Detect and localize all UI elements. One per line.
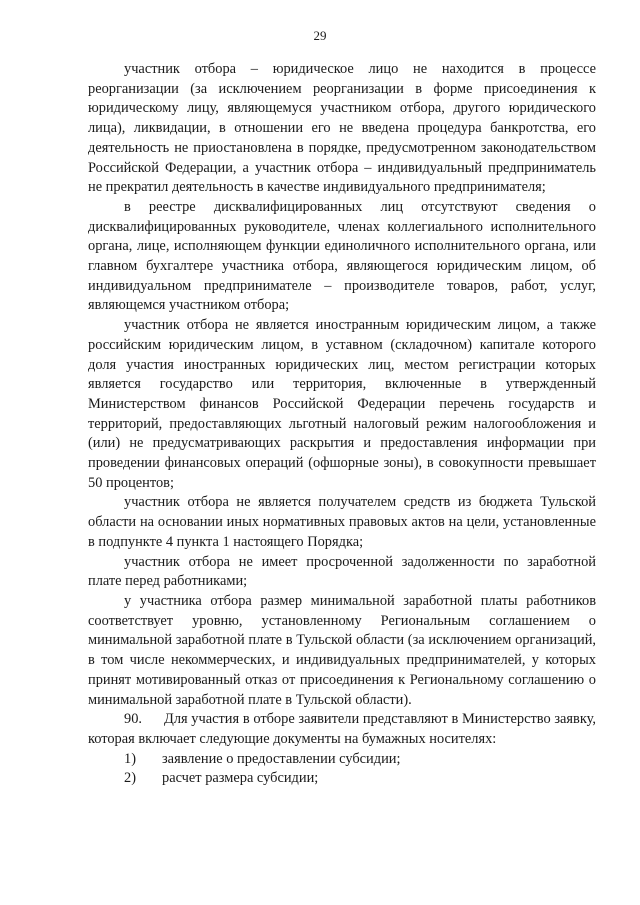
paragraph: участник отбора – юридическое лицо не находится в процессе реорганизации (за исключением реорганизации в форме присоединения к юридическому лицу, являющемуся участником отбора, другого юридического лица), ликвидации, в отношении его не введена процедура банкротства, его деятельность не приостановлена в порядке, предусмотренном законодательством Российской Федерации, а участник отбора – индивидуальный предприниматель не прекратил деятельность в качестве индивидуального предпринимателя; xyxy=(88,61,596,196)
clause-number: 90. xyxy=(124,711,142,728)
paragraph: у участника отбора размер минимальной заработной платы работников соответствует уровню, установленному Региональным соглашением о минимальной заработной плате в Тульской области (за исключением организаций, в том числе некоммерческих, и индивидуальных предпринимателей, у которых принят мотивированный отказ от присоединения к Региональному соглашению о минимальной заработной плате в Тульской области). xyxy=(88,592,596,708)
list-item xyxy=(88,750,596,770)
list-item xyxy=(88,769,596,789)
document-body xyxy=(88,60,596,789)
list-item-number: 1) xyxy=(124,750,136,767)
clause-text: Для участия в отборе заявители представляют в Министерство заявку, которая включает следующие документы на бумажных носителях: xyxy=(88,711,596,747)
clause-90 xyxy=(88,710,596,749)
paragraph: участник отбора не является получателем средств из бюджета Тульской области на основании иных нормативных правовых актов на цели, установленные в подпункте 4 пункта 1 настоящего Порядка; xyxy=(88,494,596,550)
paragraph: участник отбора не является иностранным юридическим лицом, а также российским юридическим лицом, в уставном (складочном) капитале которого доля участия иностранных юридических лиц, местом регистрации которых является государство или территория, включенные в утвержденный Министерством финансов Российской Федерации перечень государств и территорий, предоставляющих льготный налоговый режим налогообложения и (или) не предусматривающих раскрытия и предоставления информации при проведении финансовых операций (офшорные зоны), в совокупности превышает 50 процентов; xyxy=(88,317,596,491)
page-number: 29 xyxy=(313,28,327,43)
list-item-text: заявление о предоставлении субсидии; xyxy=(162,750,401,767)
paragraph: в реестре дисквалифицированных лиц отсутствуют сведения о дисквалифицированных руководителе, членах коллегиального исполнительного органа, лице, исполняющем функции единоличного исполнительного органа, или главном бухгалтере участника отбора, являющегося юридическим лицом, об индивидуальном предпринимателе – производителе товаров, работ, услуг, являющемся участником отбора; xyxy=(88,198,596,314)
list-item-text: расчет размера субсидии; xyxy=(162,770,319,787)
list-item-number: 2) xyxy=(124,770,136,787)
paragraph: участник отбора не имеет просроченной задолженности по заработной плате перед работниками; xyxy=(88,553,596,590)
